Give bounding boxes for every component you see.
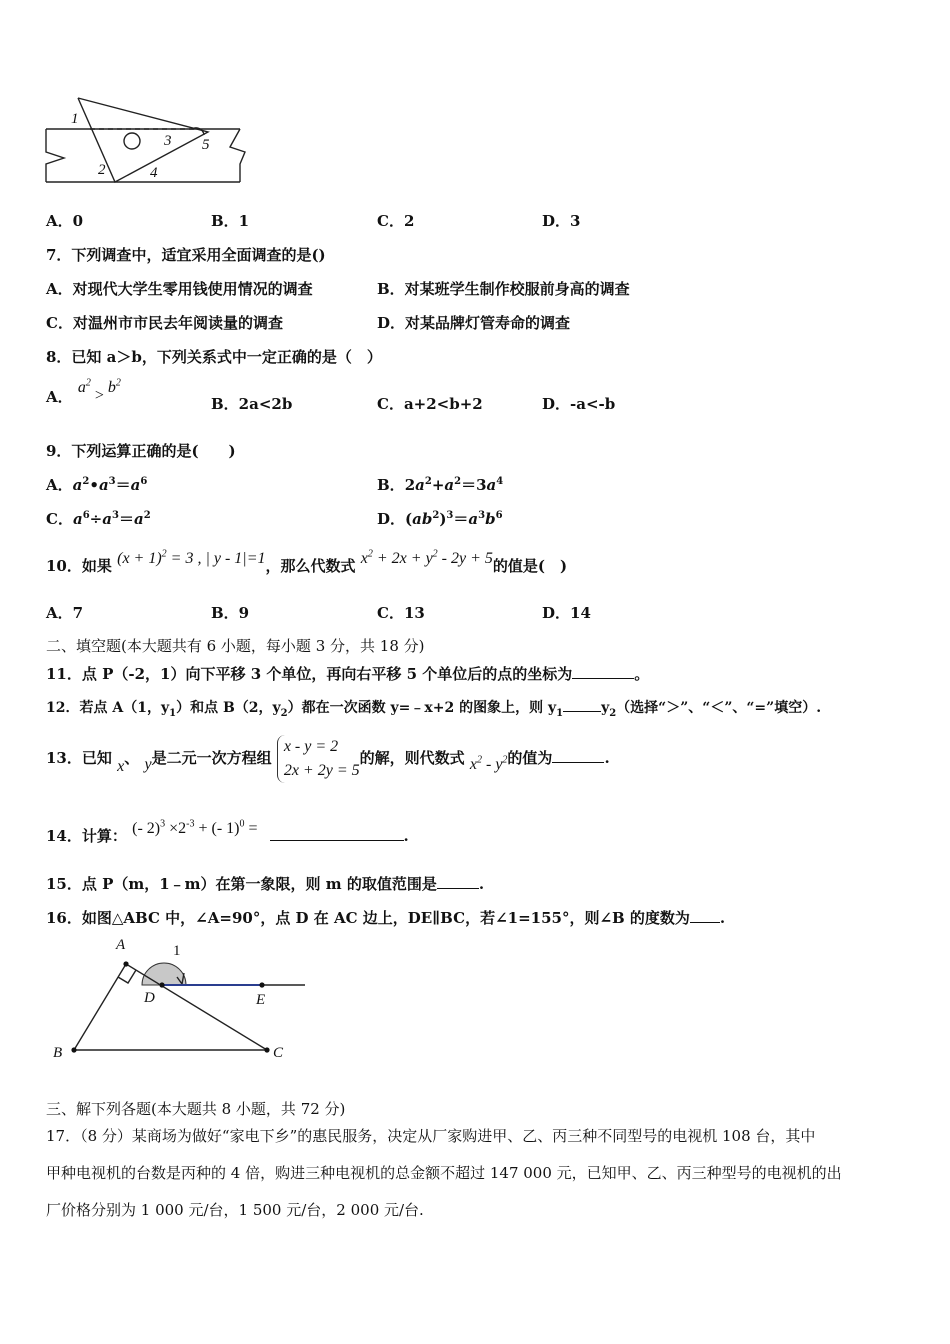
q9-option-b: B．$2a^2+a^2=3a^4$ bbox=[377, 476, 504, 494]
fig-label-e: E bbox=[256, 992, 266, 1008]
q8-option-a-math: $a^2 > b^2$ bbox=[77, 377, 121, 404]
q13-equation-system: x - y = 2 2x + 2y = 5 bbox=[277, 735, 360, 783]
q16-line: 16．如图△ABC 中，∠A=90°，点 D 在 AC 边上，DE∥BC，若∠1=155°，则∠B 的度数为 . bbox=[46, 909, 726, 927]
q7-option-d: D．对某品牌灯管寿命的调查 bbox=[377, 314, 571, 332]
fig-label-4: 4 bbox=[150, 165, 158, 181]
q11-answer-blank[interactable] bbox=[572, 663, 634, 679]
fig-label-3: 3 bbox=[164, 133, 172, 149]
q10-expression: $x^2 + 2x + y^2 - 2y + 5$ bbox=[360, 548, 493, 567]
q13-answer-blank[interactable] bbox=[552, 747, 604, 763]
q11-line: 11．点 P（-2，1）向下平移 3 个单位，再向右平移 5 个单位后的点的坐标为 。 bbox=[46, 665, 650, 683]
q9-option-a: A．$a^2•a^3=a^6$ bbox=[46, 476, 148, 494]
q6-option-d: D．3 bbox=[542, 212, 581, 230]
q14-answer-blank[interactable] bbox=[270, 825, 404, 841]
fig-label-5: 5 bbox=[202, 137, 210, 153]
fig-label-d: D bbox=[144, 990, 155, 1006]
fig-label-1: 1 bbox=[71, 111, 79, 127]
q10-option-a: A．7 bbox=[46, 604, 84, 622]
q12-answer-blank[interactable] bbox=[563, 696, 601, 712]
triangle-strip-figure bbox=[40, 92, 255, 190]
fig-label-2: 2 bbox=[98, 162, 106, 178]
q9-option-d: D．$(ab^2)^3=a^3b^6$ bbox=[377, 510, 503, 528]
q15-answer-blank[interactable] bbox=[437, 873, 479, 889]
q8-option-c: C．a+2<b+2 bbox=[377, 395, 483, 413]
q9-stem: 9．下列运算正确的是( ) bbox=[46, 442, 236, 460]
triangle-abc-figure bbox=[60, 940, 310, 1060]
q17-line-1: 17．（8 分）某商场为做好“家电下乡”的惠民服务，决定从厂家购进甲、乙、丙三种不同型号的电视机 108 台，其中 bbox=[46, 1127, 816, 1145]
q15-line: 15．点 P（m，1﹣m）在第一象限，则 m 的取值范围是 . bbox=[46, 875, 485, 893]
q8-option-a bbox=[46, 377, 121, 408]
q10-line: 10．如果 $(x + 1)^2 = 3$ , | y - 1|=1，那么代数式 $x^2 + 2x + y^2 - 2y + 5$的值是( ) bbox=[46, 548, 568, 575]
section-3-heading: 三、解下列各题(本大题共 8 小题，共 72 分) bbox=[46, 1100, 346, 1118]
fig-label-a: A bbox=[116, 937, 126, 953]
q8-option-d: D．-a<-b bbox=[542, 395, 616, 413]
fig-label-angle-1: 1 bbox=[173, 943, 181, 959]
q10-option-d: D．14 bbox=[542, 604, 591, 622]
q10-option-b: B．9 bbox=[211, 604, 250, 622]
q17-line-2: 甲种电视机的台数是丙种的 4 倍，购进三种电视机的总金额不超过 147 000 元，已知甲、乙、丙三种型号的电视机的出 bbox=[46, 1164, 842, 1182]
q8-stem: 8．已知 a＞b，下列关系式中一定正确的是（ ） bbox=[46, 348, 382, 366]
q7-option-c: C．对温州市市民去年阅读量的调查 bbox=[46, 314, 283, 332]
q7-stem: 7．下列调查中，适宜采用全面调查的是() bbox=[46, 246, 326, 264]
q12-line: 12．若点 A（1，$y_1$）和点 B（2，$y_2$）都在一次函数 y=﹣x+2 的图象上，则 $y_1$ $y_2$（选择“＞”、“＜”、“=”填空）. bbox=[46, 696, 821, 718]
q14-expression: (- $2)^3 \times 2^{-3}$ + (- 1)$^0$ = bbox=[132, 818, 258, 837]
fig-label-c: C bbox=[273, 1045, 284, 1061]
q6-option-c: C．2 bbox=[377, 212, 415, 230]
q7-option-a: A．对现代大学生零用钱使用情况的调查 bbox=[46, 280, 313, 298]
q9-option-c: C．$a^6\div a^3=a^2$ bbox=[46, 510, 151, 528]
q14-line: 14．计算： (- $2)^3 \times 2^{-3}$ + (- 1)$^0$ = . bbox=[46, 818, 409, 845]
q6-option-a: A．0 bbox=[46, 212, 84, 230]
q13-expression: $x^2 - y^2$ bbox=[469, 754, 508, 773]
q8-option-a-prefix: A． bbox=[46, 388, 73, 406]
q10-condition: $(x + 1)^2 = 3$ , | y - 1|=1 bbox=[117, 548, 266, 567]
q7-option-b: B．对某班学生制作校服前身高的调查 bbox=[377, 280, 630, 298]
q16-answer-blank[interactable] bbox=[690, 907, 720, 923]
q10-option-c: C．13 bbox=[377, 604, 425, 622]
section-2-heading: 二、填空题(本大题共有 6 小题，每小题 3 分，共 18 分) bbox=[46, 637, 425, 655]
q13-line: 13．已知 x、 y是二元一次方程组 x - y = 2 2x + 2y = 5 的解，则代数式 $x^2 - y^2$的值为 . bbox=[46, 730, 610, 786]
q8-option-b: B．2a<2b bbox=[211, 395, 293, 413]
q6-option-b: B．1 bbox=[211, 212, 250, 230]
fig-label-b: B bbox=[53, 1045, 63, 1061]
q17-line-3: 厂价格分别为 1 000 元/台，1 500 元/台，2 000 元/台. bbox=[46, 1201, 424, 1219]
